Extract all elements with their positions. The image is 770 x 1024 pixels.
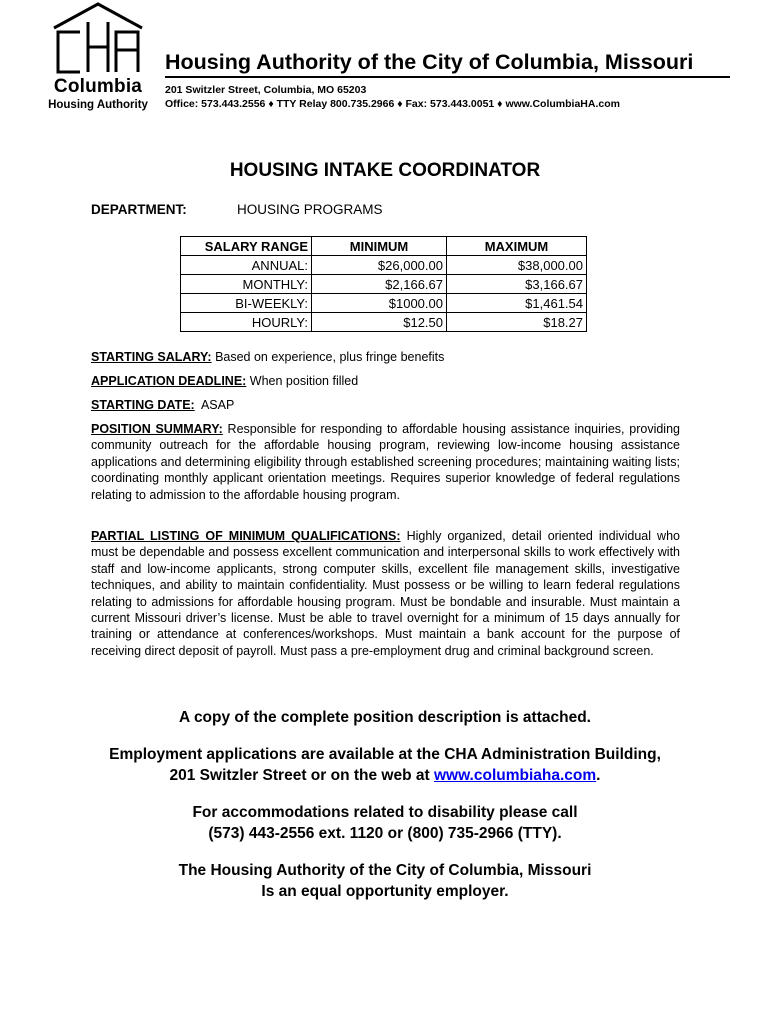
starting-salary-line <box>91 350 444 364</box>
page-title: HOUSING INTAKE COORDINATOR <box>229 160 541 181</box>
starting-salary-text: Based on experience, plus fringe benefits <box>211 350 445 364</box>
maximum-header: MAXIMUM <box>447 237 587 256</box>
salary-maximum: $18.27 <box>447 313 587 332</box>
table-row <box>181 275 587 294</box>
eoe-line-1: The Housing Authority of the City of Columbia, Missouri <box>178 862 592 879</box>
salary-period-label: MONTHLY: <box>181 275 312 294</box>
salary-minimum: $1000.00 <box>312 294 447 313</box>
applications-note <box>0 744 770 786</box>
applications-line-1: Employment applications are available at the CHA Administration Building, <box>109 746 661 763</box>
organization-address: 201 Switzler Street, Columbia, MO 65203 <box>165 84 367 96</box>
qualifications-label: PARTIAL LISTING OF MINIMUM QUALIFICATIONS: <box>91 529 401 543</box>
accommodations-note <box>0 802 770 844</box>
salary-period-label: ANNUAL: <box>181 256 312 275</box>
salary-maximum: $38,000.00 <box>447 256 587 275</box>
application-deadline-label: APPLICATION DEADLINE: <box>91 374 247 388</box>
accommodations-line-2: (573) 443-2556 ext. 1120 or (800) 735-2966 (TTY). <box>208 825 562 842</box>
salary-range-header: SALARY RANGE <box>181 237 312 256</box>
attached-text: A copy of the complete position description is attached. <box>179 709 591 726</box>
minimum-qualifications <box>91 528 680 659</box>
website-link[interactable]: www.columbiaha.com <box>433 767 597 784</box>
salary-maximum: $3,166.67 <box>447 275 587 294</box>
applications-period: . <box>596 767 601 784</box>
description-attached-note <box>0 707 770 728</box>
position-summary <box>91 421 680 503</box>
eoe-line-2: Is an equal opportunity employer. <box>261 883 509 900</box>
applications-line-2-text: 201 Switzler Street or on the web at <box>169 767 434 784</box>
position-summary-label: POSITION SUMMARY: <box>91 422 223 436</box>
starting-salary-label: STARTING SALARY: <box>91 350 212 364</box>
logo-subtitle: Housing Authority <box>48 99 148 111</box>
salary-minimum: $2,166.67 <box>312 275 447 294</box>
salary-maximum: $1,461.54 <box>447 294 587 313</box>
salary-period-label: HOURLY: <box>181 313 312 332</box>
department-label: DEPARTMENT: <box>91 202 187 217</box>
applications-line-2 <box>0 765 770 786</box>
qualifications-text: Highly organized, detail oriented individual who must be dependable and possess excellent communication and interpersonal skills to work effectively with staff and low-income applicants, strong computer skills, excellent file management skills, investigative techniques, and ability to maintain confidentiality. Must possess or be willing to learn federal regulations relating to admissions for affordable housing program. Must be bondable and insurable. Must maintain a current Missouri driver’s license. Must be able to travel overnight for a minimum of 15 days annually for training or attendance at conferences/workshops. Must maintain a bank account for the purpose of receiving direct deposit of payroll. Must pass a pre-employment drug and criminal background screen. <box>91 529 680 658</box>
organization-contact: Office: 573.443.2556 ♦ TTY Relay 800.735.2966 ♦ Fax: 573.443.0051 ♦ www.ColumbiaHA.com <box>165 98 620 110</box>
salary-minimum: $12.50 <box>312 313 447 332</box>
starting-date-label: STARTING DATE: <box>91 398 195 412</box>
minimum-header: MINIMUM <box>312 237 447 256</box>
salary-table-header <box>181 237 587 256</box>
salary-table <box>180 236 587 332</box>
cha-logo <box>40 2 156 112</box>
organization-name: Housing Authority of the City of Columbia, Missouri <box>165 50 694 74</box>
application-deadline-text: When position filled <box>246 374 359 388</box>
accommodations-line-1: For accommodations related to disability please call <box>192 804 578 821</box>
application-deadline-line <box>91 374 358 388</box>
cha-logo-mark <box>50 2 146 74</box>
salary-period-label: BI-WEEKLY: <box>181 294 312 313</box>
salary-minimum: $26,000.00 <box>312 256 447 275</box>
header-rule <box>165 76 730 78</box>
table-row <box>181 294 587 313</box>
department-value: HOUSING PROGRAMS <box>237 202 383 217</box>
equal-opportunity-note <box>0 860 770 902</box>
starting-date-line <box>91 398 234 412</box>
logo-city-text: Columbia <box>53 76 143 97</box>
starting-date-text: ASAP <box>194 398 235 412</box>
table-row <box>181 256 587 275</box>
table-row <box>181 313 587 332</box>
position-summary-text: Responsible for responding to affordable housing assistance inquiries, providing community outreach for the affordable housing program, reviewing low-income housing assistance applications and determining eligibility through established screening procedures; maintaining waiting lists; coordinating monthly applicant orientation meetings. Requires superior knowledge of federal regulations relating to admission to the affordable housing program. <box>91 422 680 502</box>
